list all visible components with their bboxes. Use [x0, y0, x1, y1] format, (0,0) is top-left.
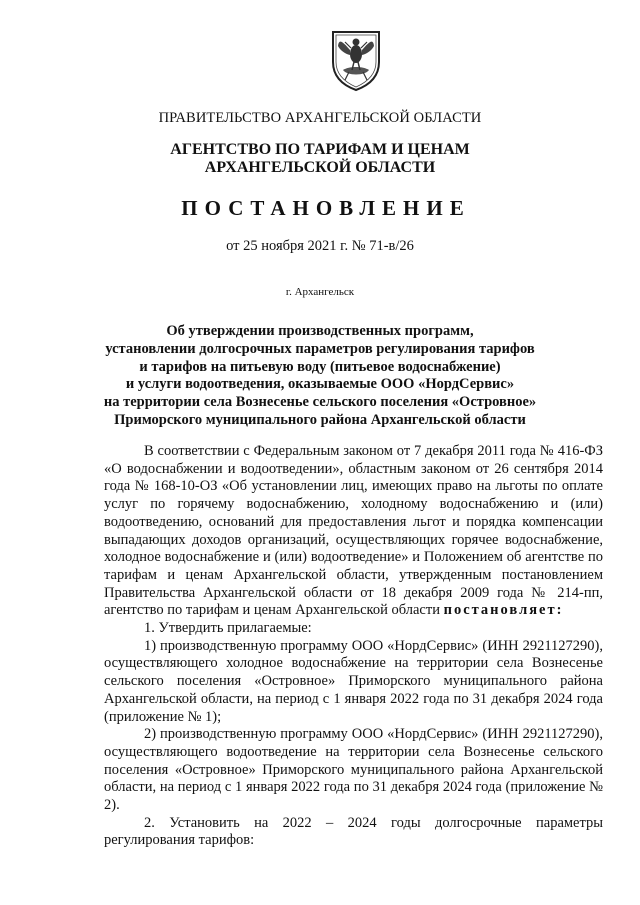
resolves-keyword: постановляет:	[443, 602, 564, 619]
coat-of-arms-icon	[325, 28, 387, 92]
preamble-text: В соответствии с Федеральным законом от 7 декабря 2011 года № 416-ФЗ «О водоснабжении и водоотведении», областным законом от 26 сентября 2014 года № 168-10-ОЗ «Об установлении лиц, имеющих право на льготы по оплате услуг по горячему водоснабжению, холодному водоснабжению и (или) водоотведению, оснований для предоставления льгот и порядка компенсации выпадающих доходов организаций, осуществляющих горячее водоснабжение, холодное водоснабжение и (или) водоотведение» и Положением об агентстве по тарифам и ценам Архангельской области, утвержденным постановлением Правительства Архангельской области от 18 декабря 2009 года № 214-пп, агентство по тарифам и ценам Архангельской области	[104, 443, 603, 619]
document-city: г. Архангельск	[285, 286, 355, 298]
item-1: 1. Утвердить прилагаемые:	[144, 620, 312, 637]
subject-line: и услуги водоотведения, оказываемые ООО «НордСервис»	[125, 376, 515, 393]
document-subject	[0, 323, 640, 430]
item-1-2: 2) производственную программу ООО «НордСервис» (ИНН 2921127290), осуществляющего водоотведение на территории села Вознесенье сельского поселения «Островное» Приморского муниципального района Архангельской области, на период с 1 января 2022 года по 31 декабря 2024 года (приложение № 2).	[104, 726, 603, 814]
subject-line: установлении долгосрочных параметров регулирования тарифов	[105, 340, 535, 357]
agency-name-line1: АГЕНТСТВО ПО ТАРИФАМ И ЦЕНАМ	[170, 141, 470, 158]
item-2: 2. Установить на 2022 – 2024 годы долгосрочные параметры регулирования тарифов:	[104, 814, 603, 849]
document-date-number: от 25 ноября 2021 г. № 71-в/26	[226, 238, 414, 254]
subject-line: на территории села Вознесенье сельского поселения «Островное»	[103, 394, 537, 411]
document-type-title: ПОСТАНОВЛЕНИЕ	[181, 196, 471, 220]
document-body	[104, 443, 603, 850]
subject-line: и тарифов на питьевую воду (питьевое водоснабжение)	[139, 358, 501, 375]
government-name: ПРАВИТЕЛЬСТВО АРХАНГЕЛЬСКОЙ ОБЛАСТИ	[158, 110, 482, 126]
subject-line: Приморского муниципального района Архангельской области	[114, 411, 526, 428]
agency-name-line2: АРХАНГЕЛЬСКОЙ ОБЛАСТИ	[204, 159, 436, 176]
agency-name	[0, 141, 640, 177]
preamble-paragraph	[104, 443, 603, 620]
subject-line: Об утверждении производственных программ,	[166, 323, 474, 339]
item-1-1: 1) производственную программу ООО «НордСервис» (ИНН 2921127290), осуществляющего холодное водоснабжение на территории села Вознесенье сельского поселения «Островное» Приморского муниципального района Архангельской области, на период с 1 января 2022 года по 31 декабря 2024 года (приложение № 1);	[104, 637, 603, 725]
